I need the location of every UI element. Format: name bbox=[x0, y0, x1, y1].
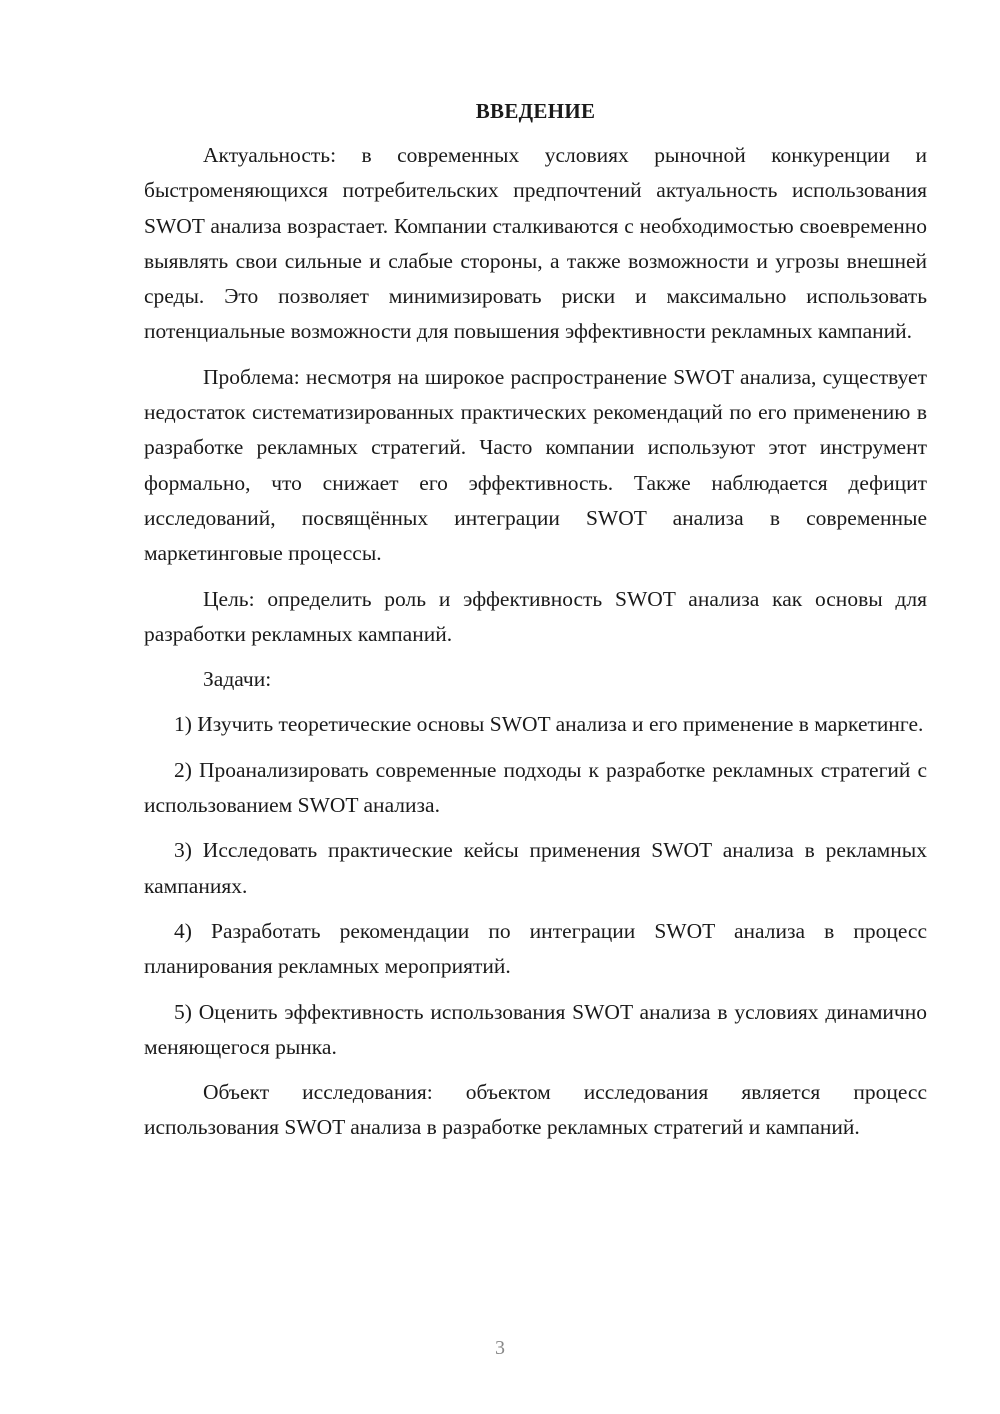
paragraph-goal: Цель: определить роль и эффективность SWOT анализа как основы для разработки рекламных кампаний. bbox=[144, 586, 927, 646]
section-title: ВВЕДЕНИЕ bbox=[475, 99, 596, 123]
paragraph-tasks-heading: Задачи: bbox=[203, 667, 272, 692]
task-item-2: 2) Проанализировать современные подходы к разработке рекламных стратегий с использованием SWOT анализа. bbox=[144, 757, 927, 818]
page-number: 3 bbox=[495, 1337, 505, 1359]
task-item-1: 1) Изучить теоретические основы SWOT анализа и его применение в маркетинге. bbox=[174, 712, 924, 737]
paragraph-object: Объект исследования: объектом исследования является процесс использования SWOT анализа в разработке рекламных стратегий и кампаний. bbox=[144, 1080, 927, 1140]
document-body bbox=[144, 94, 927, 1156]
task-item-3: 3) Исследовать практические кейсы применения SWOT анализа в рекламных кампаниях. bbox=[144, 838, 927, 898]
paragraph-relevance: Актуальность: в современных условиях рыночной конкуренции и быстроменяющихся потребительских предпочтений актуальность использования SWOT анализа возрастает. Компании сталкиваются с необходимостью своевременно выявлять свои сильные и слабые стороны, а также возможности и угрозы внешней среды. Это позволяет минимизировать риски и максимально использовать потенциальные возможности для повышения эффективности рекламных кампаний. bbox=[144, 143, 927, 344]
task-item-5: 5) Оценить эффективность использования SWOT анализа в условиях динамично меняющегося рынка. bbox=[144, 999, 927, 1059]
paragraph-problem: Проблема: несмотря на широкое распространение SWOT анализа, существует недостаток систематизированных практических рекомендаций по его применению в разработке рекламных стратегий. Часто компании используют этот инструмент формально, что снижает его эффективность. Также наблюдается дефицит исследований, посвящённых интеграции SWOT анализа в современные маркетинговые процессы. bbox=[144, 364, 927, 566]
task-item-4: 4) Разработать рекомендации по интеграции SWOT анализа в процесс планирования рекламных мероприятий. bbox=[144, 918, 927, 979]
